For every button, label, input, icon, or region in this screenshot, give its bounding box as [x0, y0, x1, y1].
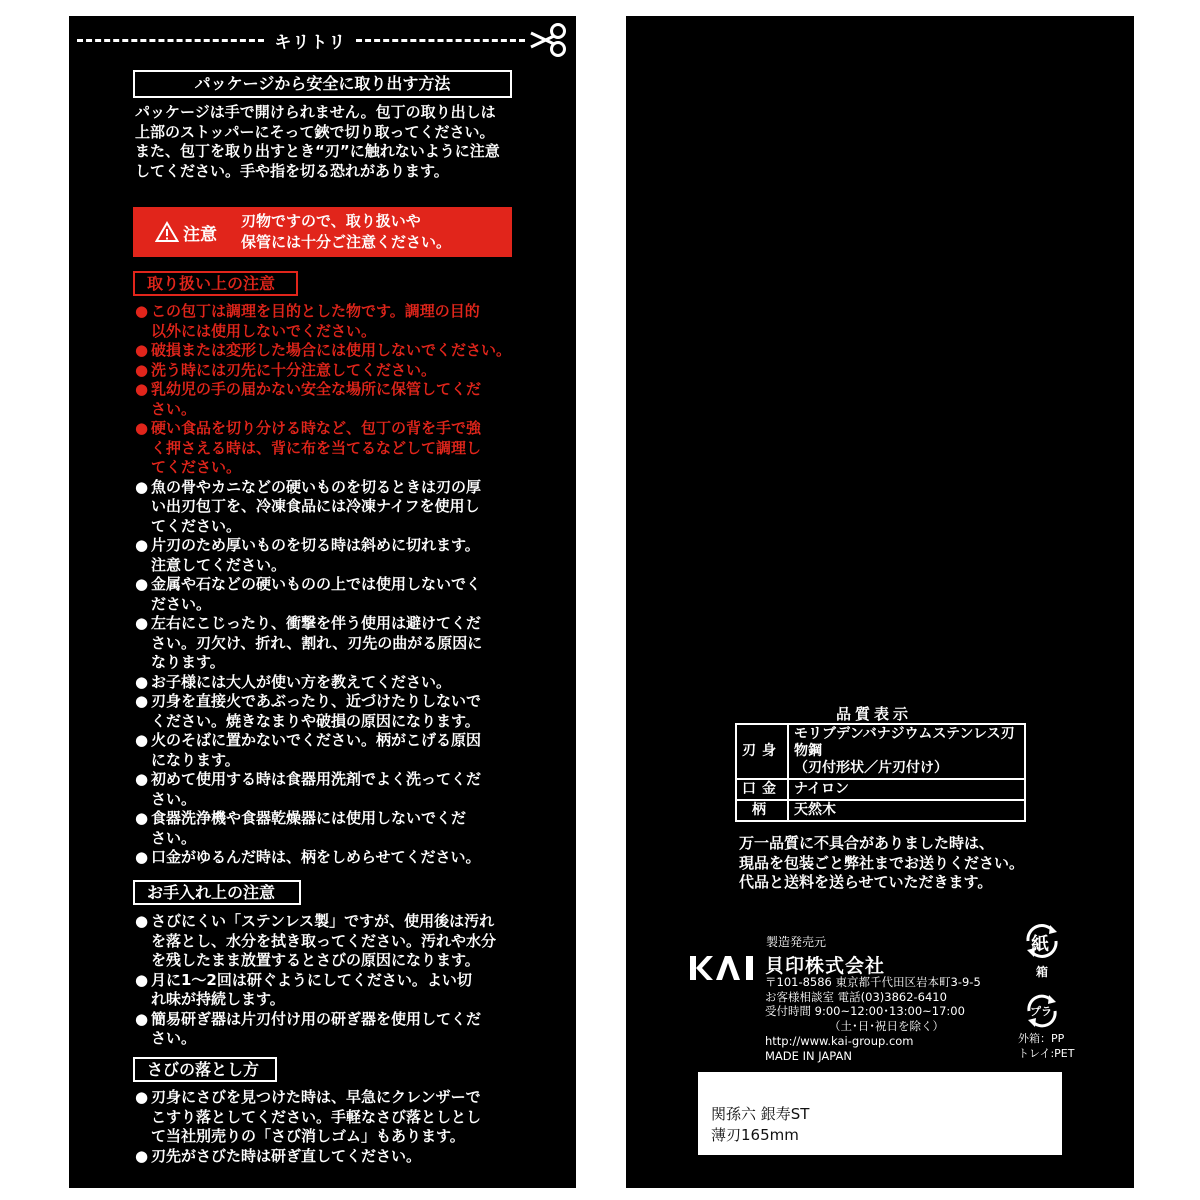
- quality-title: 品質表示: [836, 705, 913, 723]
- list-item: ● 洗う時には刃先に十分注意してください。: [135, 361, 565, 381]
- quality-value: 天然木: [788, 800, 1025, 821]
- kai-logo: [690, 956, 756, 980]
- list-item: ● 刃先がさびた時は研ぎ直してください。: [135, 1147, 565, 1167]
- paper-recycle-icon: [1020, 919, 1064, 963]
- table-row: [736, 800, 1025, 821]
- list-item: ● 月に1～2回は研ぐようにしてください。よい切 れ味が持続します。: [135, 971, 565, 1010]
- list-item: ● 金属や石などの硬いものの上では使用しないでく ださい。: [135, 575, 565, 614]
- list-item: ● 食器洗浄機や食器乾燥器には使用しないでくだ さい。: [135, 809, 565, 848]
- list-item: ● 刃身を直接火であぶったり、近づけたりしないで ください。焼きなまりや破損の原因になります。: [135, 692, 565, 731]
- hours: 受付時間 9:00~12:00･13:00~17:00: [765, 1004, 965, 1019]
- warning-label: 注意: [183, 224, 217, 245]
- list-item: ● お子様には大人が使い方を教えてください。: [135, 673, 565, 693]
- list-item: ● 刃身にさびを見つけた時は、早急にクレンザーで こすり落としてください。手軽なさび落としとし て当社別売りの「さび消しゴム」もあります。: [135, 1088, 565, 1147]
- list-item: ● 魚の骨やカニなどの硬いものを切るときは刃の厚 い出刃包丁を、冷凍食品には冷凍ナイフを使用し てください。: [135, 478, 565, 537]
- list-item: ● 左右にこじったり、衝撃を伴う使用は避けてくだ さい。刃欠け、折れ、割れ、刃先の曲がる原因に なります。: [135, 614, 565, 673]
- scissors-icon: [529, 23, 569, 57]
- quality-value: ナイロン: [788, 779, 1025, 800]
- care-title: お手入れ上の注意: [133, 880, 301, 905]
- handling-list: [135, 302, 565, 868]
- phone: お客様相談室 電話(03)3862-6410: [765, 989, 947, 1004]
- maker-details: [765, 975, 981, 1063]
- list-item: ● 破損または変形した場合には使用しないでください。: [135, 341, 565, 361]
- list-item: ● 乳幼児の手の届かない安全な場所に保管してくだ さい。: [135, 380, 565, 419]
- rust-title: さびの落とし方: [133, 1057, 277, 1082]
- package-title: パッケージから安全に取り出す方法: [133, 70, 512, 98]
- made-in: MADE IN JAPAN: [765, 1048, 852, 1063]
- recycle-paper-label: 箱: [1036, 965, 1049, 979]
- quality-table: [735, 723, 1026, 822]
- product-info-panel: [626, 16, 1134, 1188]
- quality-value: モリブデンバナジウムステンレス刃物鋼 （刃付形状／片刃付け）: [788, 724, 1025, 779]
- recycle-paper-text: 紙: [1031, 934, 1049, 955]
- url: http://www.kai-group.com: [765, 1033, 914, 1048]
- address: 〒101-8586 東京都千代田区岩本町3-9-5: [765, 975, 981, 989]
- recycle-plastic-label: 外箱：PP トレイ:PET: [1018, 1032, 1075, 1060]
- list-item: ● この包丁は調理を目的とした物です。調理の目的 以外には使用しないでください。: [135, 302, 565, 341]
- quality-key: 刃身: [736, 724, 788, 779]
- defect-notice: 万一品質に不具合がありました時は、 現品を包装ごと弊社までお送りください。 代品と送料を送らせていただきます。: [739, 834, 1025, 892]
- list-item: ● 片刃のため厚いものを切る時は斜めに切れます。 注意してください。: [135, 536, 565, 575]
- list-item: ● 口金がゆるんだ時は、柄をしめらせてください。: [135, 848, 565, 868]
- quality-key: 柄: [736, 800, 788, 821]
- maker-role: 製造発売元: [766, 935, 827, 949]
- quality-key: 口金: [736, 779, 788, 800]
- care-list: [135, 912, 565, 1049]
- product-name: 関孫六 銀寿ST: [711, 1105, 810, 1123]
- dash-line: [77, 39, 264, 42]
- warning-text: 刃物ですので、取り扱いや 保管には十分ご注意ください。: [241, 212, 452, 251]
- list-item: ● 簡易研ぎ器は片刃付け用の研ぎ器を使用してくだ さい。: [135, 1010, 565, 1049]
- cut-line: [77, 28, 569, 52]
- dash-line: [356, 39, 525, 42]
- list-item: ● 初めて使用する時は食器用洗剤でよく洗ってくだ さい。: [135, 770, 565, 809]
- table-row: [736, 779, 1025, 800]
- warning-banner: [133, 207, 512, 257]
- list-item: ● さびにくい「ステンレス製」ですが、使用後は汚れ を落とし、水分を拭き取ってください。汚れや水分 を残したまま放置するとさびの原因になります。: [135, 912, 565, 971]
- list-item: ● 火のそばに置かないでください。柄がこげる原因 になります。: [135, 731, 565, 770]
- warning-mark: [155, 220, 235, 245]
- handling-title: 取り扱い上の注意: [133, 271, 298, 296]
- cut-label: キリトリ: [274, 32, 347, 53]
- package-text: パッケージは手で開けられません。包丁の取り出しは 上部のストッパーにそって鋏で切り取ってください。 また、包丁を取り出すとき“刃”に触れないように注意 してください。手や指を切る恐れがあります。: [135, 103, 500, 180]
- table-row: [736, 724, 1025, 779]
- instructions-panel: [69, 16, 576, 1188]
- recycle-plastic-text: プラ: [1030, 1005, 1052, 1018]
- plastic-recycle-icon: [1022, 991, 1062, 1031]
- hours-note: （土･日･祝日を除く）: [829, 1019, 944, 1034]
- rust-list: [135, 1088, 565, 1166]
- product-label: [698, 1072, 1062, 1155]
- list-item: ● 硬い食品を切り分ける時など、包丁の背を手で強 く押さえる時は、背に布を当てるなどして調理し てください。: [135, 419, 565, 478]
- product-size: 薄刃165mm: [711, 1126, 799, 1144]
- warning-triangle-icon: [155, 221, 179, 243]
- maker-name: 貝印株式会社: [765, 955, 886, 977]
